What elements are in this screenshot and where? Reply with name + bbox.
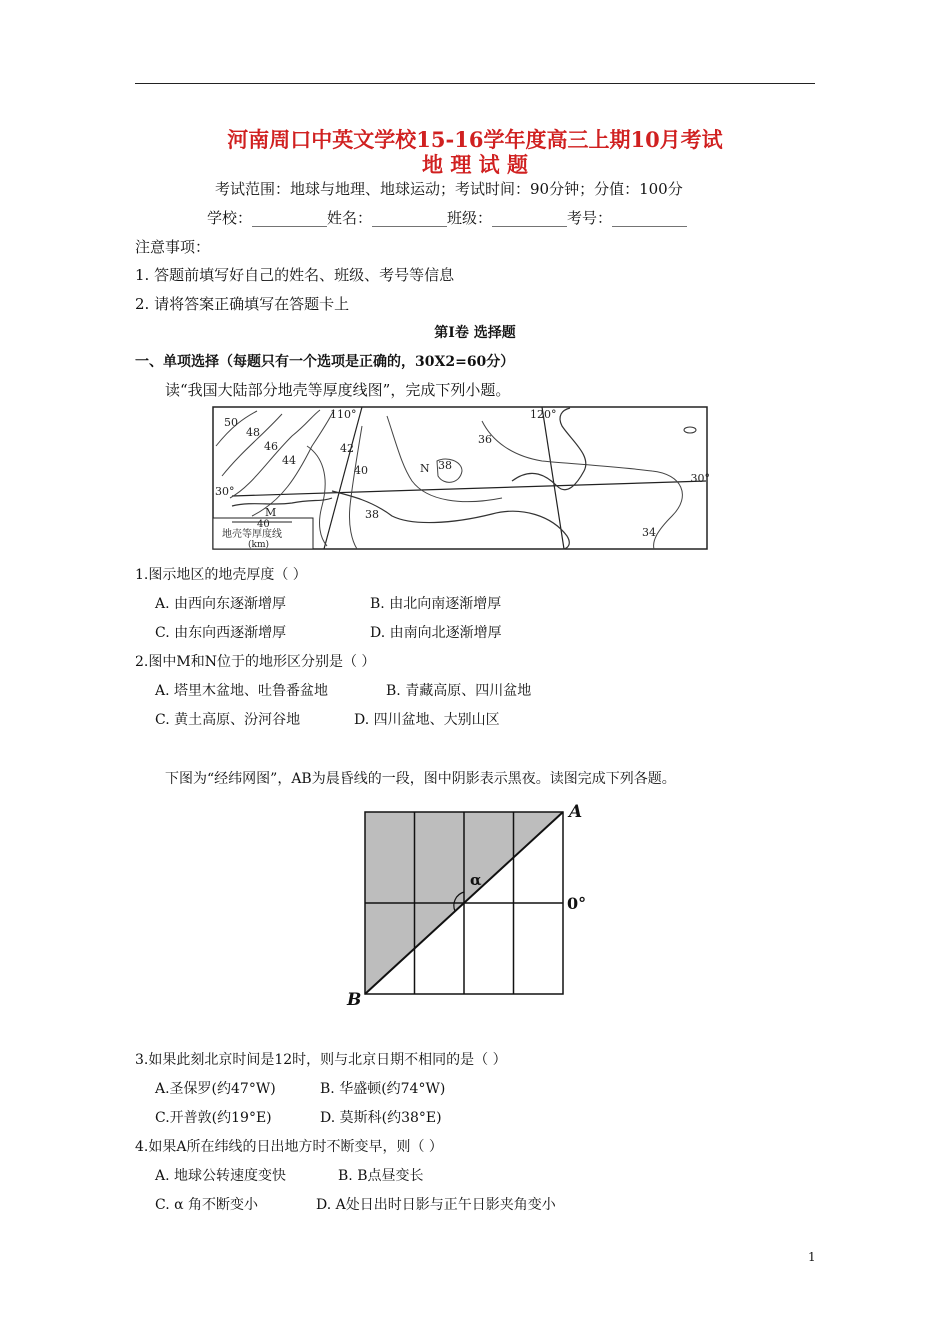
question-3-option-d: D. 莫斯科(约38°E) bbox=[320, 1110, 442, 1126]
label-point-n: N bbox=[420, 462, 430, 475]
volume-heading: 第Ⅰ卷 选择题 bbox=[434, 325, 516, 341]
label-lon-110: 110° bbox=[330, 408, 357, 421]
question-2-stem: 2.图中M和N位于的地形区分别是（ ） bbox=[135, 654, 376, 670]
label-contour-34: 34 bbox=[642, 526, 656, 539]
question-3-option-b: B. 华盛顿(约74°W) bbox=[320, 1081, 446, 1097]
label-point-m: M bbox=[265, 506, 277, 519]
question-4-option-b: B. B点昼变长 bbox=[338, 1168, 424, 1184]
question-2-option-d: D. 四川盆地、大别山区 bbox=[354, 712, 500, 728]
legend-unit: (km) bbox=[248, 540, 270, 550]
student-info-fields: 学校：__________姓名：__________班级：__________考号：__________ bbox=[207, 209, 688, 227]
label-contour-42: 42 bbox=[340, 442, 354, 455]
label-b: B bbox=[347, 990, 362, 1010]
question-1-option-d: D. 由南向北逐渐增厚 bbox=[370, 625, 502, 641]
question-2-option-b: B. 青藏高原、四川盆地 bbox=[386, 683, 532, 699]
question-4-option-c: C. α 角不断变小 bbox=[155, 1197, 259, 1213]
question-2-option-c: C. 黄土高原、汾河谷地 bbox=[155, 712, 301, 728]
question-3-stem: 3.如果此刻北京时间是12时，则与北京日期不相同的是（ ） bbox=[135, 1052, 507, 1068]
island-shape bbox=[684, 427, 696, 433]
label-lat-30-right: 30° bbox=[690, 472, 710, 485]
label-alpha: α bbox=[470, 871, 482, 889]
crust-thickness-map bbox=[212, 406, 708, 550]
question-1-stem: 1.图示地区的地壳厚度（ ） bbox=[135, 567, 307, 583]
grid-intro: 下图为“经纬网图”，AB为晨昏线的一段，图中阴影表示黑夜。读图完成下列各题。 bbox=[165, 771, 676, 787]
notes-heading: 注意事项： bbox=[135, 238, 211, 256]
label-legend-value: 40 bbox=[257, 519, 270, 530]
label-lat-30-left: 30° bbox=[215, 485, 235, 498]
question-3-option-c: C.开普敦(约19°E) bbox=[155, 1110, 272, 1126]
page-number: 1 bbox=[808, 1250, 816, 1264]
label-contour-48: 48 bbox=[246, 426, 260, 439]
question-1-option-b: B. 由北向南逐渐增厚 bbox=[370, 596, 502, 612]
label-contour-n38: 38 bbox=[438, 459, 452, 472]
legend-title: 地壳等厚度线 bbox=[222, 529, 282, 540]
header-rule bbox=[135, 83, 815, 84]
label-equator: 0° bbox=[567, 894, 587, 913]
label-a: A bbox=[569, 802, 583, 822]
question-4-option-a: A. 地球公转速度变快 bbox=[155, 1168, 287, 1184]
label-contour-50: 50 bbox=[224, 416, 238, 429]
question-1-option-a: A. 由西向东逐渐增厚 bbox=[155, 596, 287, 612]
graticule-diagram bbox=[340, 800, 600, 1012]
note-item: 2. 请将答案正确填写在答题卡上 bbox=[135, 295, 350, 313]
label-contour-46: 46 bbox=[264, 440, 278, 453]
note-item: 1. 答题前填写好自己的姓名、班级、考号等信息 bbox=[135, 266, 455, 284]
exam-title: 河南周口中英文学校15-16学年度高三上期10月考试 bbox=[227, 127, 723, 152]
label-contour-38: 38 bbox=[365, 508, 379, 521]
question-3-option-a: A.圣保罗(约47°W) bbox=[155, 1081, 276, 1097]
question-4-stem: 4.如果A所在纬线的日出地方时不断变早，则（ ） bbox=[135, 1139, 443, 1155]
label-contour-44: 44 bbox=[282, 454, 296, 467]
question-2-option-a: A. 塔里木盆地、吐鲁番盆地 bbox=[155, 683, 329, 699]
label-contour-36: 36 bbox=[478, 433, 492, 446]
question-4-option-d: D. A处日出时日影与正午日影夹角变小 bbox=[316, 1197, 556, 1213]
label-lon-120: 120° bbox=[530, 408, 557, 421]
map-intro: 读“我国大陆部分地壳等厚度线图”，完成下列小题。 bbox=[165, 381, 511, 399]
exam-info: 考试范围：地球与地理、地球运动；考试时间：90分钟；分值：100分 bbox=[215, 180, 683, 198]
part-heading: 一、单项选择（每题只有一个选项是正确的，30X2=60分） bbox=[135, 354, 515, 370]
label-contour-40: 40 bbox=[354, 464, 368, 477]
subject-title: 地 理 试 题 bbox=[422, 152, 528, 177]
question-1-option-c: C. 由东向西逐渐增厚 bbox=[155, 625, 287, 641]
